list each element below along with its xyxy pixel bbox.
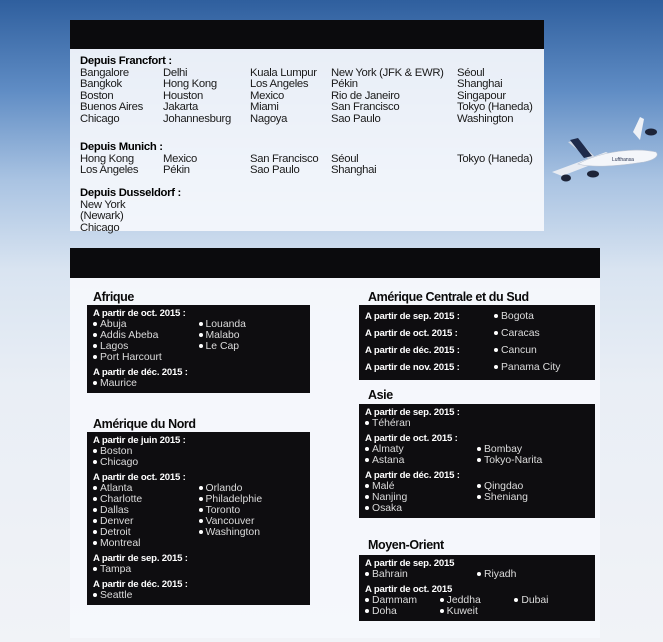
departure-city-column [457,154,547,177]
departure-group [80,188,181,234]
departure-city-column [331,154,457,177]
destination-columns [93,483,304,549]
destination-columns [365,569,589,580]
launch-date-label: A partir de sep. 2015 : [365,311,460,322]
destination-column [365,569,477,580]
destination-city: Sheniang [477,492,589,503]
destination-city: Kuweit [440,606,515,617]
departure-city: New York (Newark) [80,198,126,222]
destination-city: Cancun [494,345,537,356]
destination-city: Detroit [93,527,199,538]
launch-date-label: A partir de nov. 2015 : [365,362,460,373]
destination-city: Jeddha [440,595,515,606]
destination-city: Bahrain [365,569,477,580]
destination-city: Qingdao [477,481,589,492]
launch-date-section [365,584,589,617]
destination-city: Port Harcourt [93,352,199,363]
launch-date-section [93,579,304,601]
destination-column [477,569,589,580]
region-destination-box [87,305,310,393]
destination-city: Philadelphie [199,494,305,505]
launch-date-section [93,472,304,549]
launch-date-row [365,325,589,342]
departure-city: Mexico [250,89,284,102]
launch-date-label: A partir de déc. 2015 : [365,470,460,481]
departure-city: Singapour [457,89,506,102]
destination-columns [365,595,589,617]
destination-city: Dubai [514,595,589,606]
destination-city: Louanda [199,319,305,330]
svg-text:Lufthansa: Lufthansa [612,157,634,163]
departure-city: Tokyo (Haneda) [457,101,533,113]
destination-city: Denver [93,516,199,527]
departure-group-heading: Depuis Munich : [80,141,163,153]
departure-city: Los Angeles [250,78,309,90]
destination-city: Chicago [93,457,221,468]
departures-panel [70,20,544,234]
destination-city: Dammam [365,595,440,606]
destination-column [440,595,515,617]
destination-column [93,564,221,575]
departure-city-columns [80,154,547,177]
region-title: Amérique du Nord [93,417,196,431]
destination-column [93,590,221,601]
departure-city: Pékin [331,78,358,90]
destination-columns [365,481,589,514]
departure-group [80,142,547,177]
departure-city: Sao Paulo [250,164,300,176]
departures-header-bar [70,20,544,49]
departure-city: Washington [457,112,514,125]
departure-city: San Francisco [331,101,400,113]
destination-city: Maurice [93,378,221,389]
destination-column [477,481,589,514]
destination-city: Nanjing [365,492,477,503]
destination-columns [93,446,304,468]
destination-columns [365,444,589,466]
destination-city: Washington [199,527,305,538]
launch-date-section [365,433,589,466]
departure-city-columns [80,200,181,235]
destination-column [514,595,589,617]
launch-date-section [93,308,304,363]
destination-city: Osaka [365,503,477,514]
departure-city: Houston [163,89,203,102]
region-title: Moyen-Orient [368,538,444,552]
destination-column [365,418,493,429]
launch-date-section [365,470,589,514]
destination-columns [93,590,304,601]
departure-city: Miami [250,101,279,113]
destination-city: Charlotte [93,494,199,505]
departure-city: Jakarta [163,101,198,113]
destination-column [365,595,440,617]
region-destination-box [87,432,310,605]
destination-city: Tampa [93,564,221,575]
departure-city: Chicago [80,221,120,234]
departure-city: Hong Kong [163,78,217,90]
launch-date-section [93,367,304,389]
departure-city: Bangalore [80,66,129,79]
departure-city: Delhi [163,66,188,79]
departure-city: Shanghai [457,78,503,90]
destination-city: Lagos [93,341,199,352]
destination-column [93,319,199,363]
destination-column [199,483,305,549]
departure-city: Sao Paulo [331,112,381,125]
departure-city: Séoul [457,66,485,79]
departure-city-column [331,68,457,126]
destinations-header-bar [70,248,600,278]
departure-city: Bangkok [80,78,122,90]
departure-city: Tokyo (Haneda) [457,152,533,165]
launch-date-row [365,342,589,359]
destination-city: Montreal [93,538,199,549]
launch-date-label: A partir de juin 2015 : [93,435,186,446]
departure-city-column [457,68,547,126]
region-destination-box [359,404,595,518]
departure-city: Los Angeles [80,164,139,176]
destination-city: Boston [93,446,221,457]
region-title: Asie [368,388,393,402]
destination-city: Bombay [477,444,589,455]
destination-column [93,378,221,389]
departure-city: Chicago [80,112,120,125]
launch-date-label: A partir de sep. 2015 : [93,553,188,564]
departure-city: New York (JFK & EWR) [331,66,444,79]
departure-city: Nagoya [250,112,288,125]
departure-city: Pékin [163,164,190,176]
departure-city: Hong Kong [80,152,134,165]
launch-date-label: A partir de oct. 2015 : [365,433,458,444]
destination-column [365,444,477,466]
destination-columns [93,319,304,363]
destination-city: Abuja [93,319,199,330]
destination-city: Toronto [199,505,305,516]
departure-city-columns [80,68,547,126]
departure-group [80,56,547,125]
departure-city-column [250,154,331,177]
launch-date-label: A partir de oct. 2015 : [93,308,186,319]
departure-group-heading: Depuis Francfort : [80,55,172,67]
region-destination-box [359,305,595,380]
departure-city: Mexico [163,152,197,165]
destination-columns [93,564,304,575]
destination-city: Le Cap [199,341,305,352]
departure-city: Shanghai [331,164,377,176]
departure-city-column [80,200,163,235]
departure-city: Séoul [331,152,359,165]
destination-city: Seattle [93,590,221,601]
destination-city: Orlando [199,483,305,494]
destination-city: Caracas [494,328,540,339]
launch-date-label: A partir de déc. 2015 : [365,345,460,356]
destination-column [199,319,305,363]
departure-city-column [250,68,331,126]
launch-date-label: A partir de sep. 2015 [365,558,455,569]
destination-city: Doha [365,606,440,617]
destination-city: Tokyo-Narita [477,455,589,466]
departure-city: Kuala Lumpur [250,66,317,79]
destination-column [93,483,199,549]
departure-city-column [163,154,250,177]
departure-city-column [163,68,250,126]
region-title: Amérique Centrale et du Sud [368,290,529,304]
airplane-image [548,112,663,187]
launch-date-row [365,359,589,376]
destination-column [477,444,589,466]
launch-date-row [365,308,589,325]
launch-date-section [93,553,304,575]
departure-group-heading: Depuis Dusseldorf : [80,187,182,199]
launch-date-section [365,558,589,580]
destination-city: Téhéran [365,418,493,429]
launch-date-label: A partir de déc. 2015 : [93,579,188,590]
launch-date-label: A partir de sep. 2015 : [365,407,460,418]
departure-city: Rio de Janeiro [331,89,400,102]
destination-column [365,481,477,514]
destination-city: Atlanta [93,483,199,494]
launch-date-label: A partir de oct. 2015 : [93,472,186,483]
destination-city: Malé [365,481,477,492]
destination-city: Panama City [494,362,560,373]
launch-date-label: A partir de oct. 2015 [365,584,453,595]
launch-date-label: A partir de déc. 2015 : [93,367,188,378]
destination-city: Addis Abeba [93,330,199,341]
destination-city: Malabo [199,330,305,341]
destination-columns [93,378,304,389]
departure-city-column [80,154,163,177]
launch-date-section [93,435,304,468]
destination-city: Riyadh [477,569,589,580]
region-destination-box [359,555,595,621]
destination-city: Bogota [494,311,534,322]
departure-city: Buenos Aires [80,101,143,113]
destination-city: Vancouver [199,516,305,527]
departure-city-column [80,68,163,126]
destination-column [93,446,221,468]
departure-city: Boston [80,89,114,102]
destination-city: Almaty [365,444,477,455]
destination-city: Astana [365,455,477,466]
launch-date-section [365,407,589,429]
departure-city: Johannesburg [163,112,232,125]
departure-city: San Francisco [250,152,319,165]
destination-columns [365,418,589,429]
destination-city: Dallas [93,505,199,516]
launch-date-label: A partir de oct. 2015 : [365,328,458,339]
region-title: Afrique [93,290,134,304]
